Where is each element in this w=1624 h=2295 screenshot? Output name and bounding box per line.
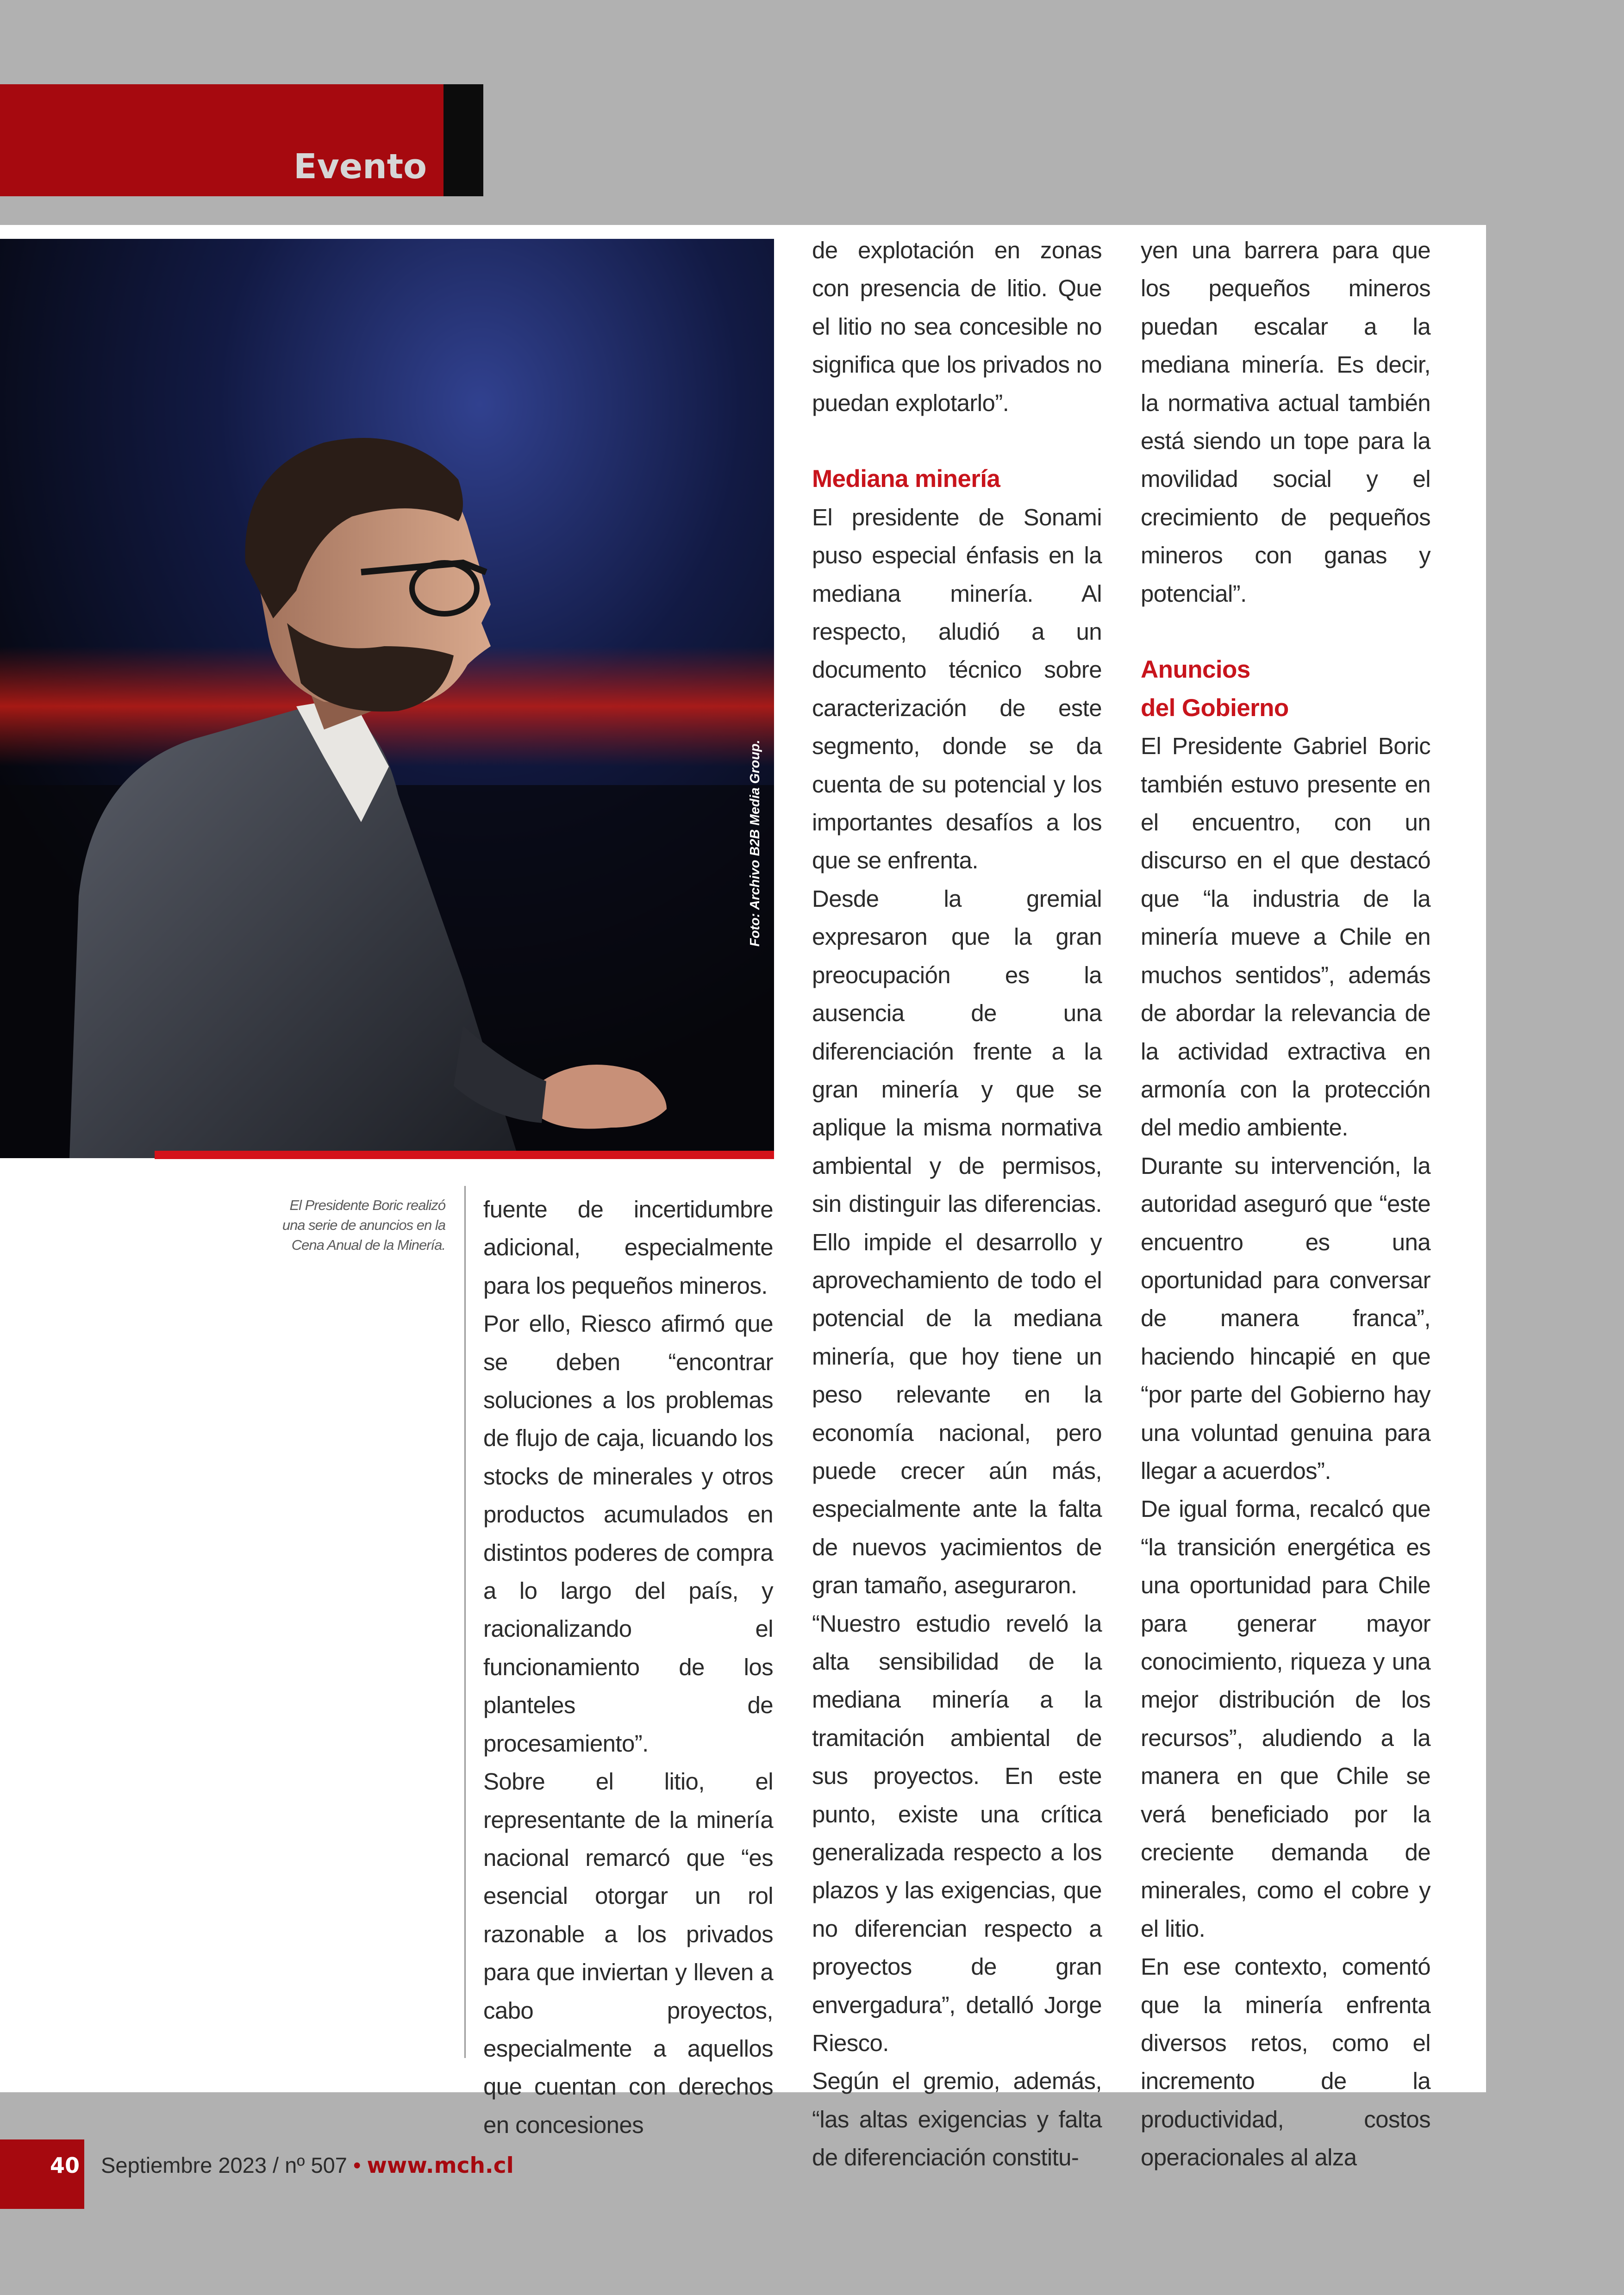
paragraph: Durante su intervención, la autoridad aseguró que “este encuentro es una oportunidad para conversar de manera franca”, haciendo hincapié en que “por parte del Gobierno hay una voluntad genuina para llegar a acuerdos”. (1141, 1152, 1430, 1484)
subheading: Anuncios (1141, 656, 1250, 684)
caption-line: una serie de anuncios en la (282, 1217, 445, 1233)
section-tab-accent (443, 84, 483, 196)
caption-line: Cena Anual de la Minería. (291, 1237, 445, 1253)
subheading: Mediana minería (812, 465, 1000, 493)
paragraph: yen una barrera para que los pequeños mineros puedan escalar a la mediana minería. Es decir, la normativa actual también está siendo un tope para la movilidad social y el crecimiento de pequeños mineros con ganas y potencial”. (1141, 237, 1430, 607)
section-label: Evento (294, 147, 427, 187)
website-link[interactable]: www.mch.cl (367, 2153, 514, 2178)
paragraph: fuente de incertidumbre adicional, especialmente para los pequeños mineros. (483, 1196, 773, 1299)
caption-line: El Presidente Boric realizó (289, 1197, 445, 1213)
paragraph: En ese contexto, comentó que la minería enfrenta diversos retos, como el incremento de la productividad, costos operacionales al alza (1141, 1953, 1430, 2171)
paragraph: De igual forma, recalcó que “la transición energética es una oportunidad para Chile para generar mayor conocimiento, riqueza y una mejor distribución de los recursos”, aludiendo a la manera en que Chile se verá beneficiado por la creciente demanda de minerales, como el cobre y el litio. (1141, 1496, 1430, 1942)
paragraph-gap (812, 422, 1102, 460)
paragraph: Por ello, Riesco afirmó que se deben “encontrar soluciones a los problemas de flujo de caja, licuando los stocks de minerales y otros productos acumulados en distintos poderes de compra a lo largo del país, y racionalizando el funcionamiento de los planteles de procesamiento”. (483, 1310, 773, 1757)
paragraph: Sobre el litio, el representante de la minería nacional remarcó que “es esencial otorgar un rol razonable a los privados para que inviertan y lleven a cabo proyectos, especialmente a aquellos que cuentan con derechos en concesiones (483, 1768, 773, 2138)
photo-credit: Foto: Archivo B2B Media Group. (748, 740, 762, 947)
paragraph: “Nuestro estudio reveló la alta sensibilidad de la mediana minería a la tramitación ambiental de sus proyectos. En este punto, existe una crítica generalizada respecto a los plazos y las exigencias, que no diferencian respecto a proyectos de gran envergadura”, detalló Jorge Riesco. (812, 1610, 1102, 2057)
paragraph: El Presidente Gabriel Boric también estuvo presente en el encuentro, con un discurso en el que destacó que “la industria de la minería mueve a Chile en muchos sentidos”, además de abordar la relevancia de la actividad extractiva en armonía con la protección del medio ambiente. (1141, 733, 1430, 1141)
subheading: del Gobierno (1141, 694, 1289, 722)
article-column-2 (812, 231, 1102, 2177)
article-column-3 (1141, 231, 1430, 2177)
caption-divider (464, 1186, 466, 2058)
paragraph: Desde la gremial expresaron que la gran preocupación es la ausencia de una diferenciación frente a la gran minería y que se aplique la misma normativa ambiental y de permisos, sin distinguir las diferencias. Ello impide el desarrollo y aprovechamiento de todo el potencial de la mediana minería, que hoy tiene un peso relevante en la economía nacional, pero puede crecer aún más, especialmente ante la falta de nuevos yacimientos de gran tamaño, aseguraron. (812, 885, 1102, 1599)
paragraph-gap (1141, 613, 1430, 651)
page-number: 40 (50, 2153, 80, 2178)
folio-separator: • (353, 2153, 361, 2177)
paragraph: El presidente de Sonami puso especial énfasis en la mediana minería. Al respecto, aludió a un documento técnico sobre caracterización de este segmento, donde se da cuenta de su potencial y los importantes desafíos a los que se enfrenta. (812, 504, 1102, 874)
article-photo (0, 239, 774, 1158)
paragraph: de explotación en zonas con presencia de litio. Que el litio no sea concesible no significa que los privados no puedan explotarlo”. (812, 237, 1102, 416)
photo-caption (259, 1195, 445, 1255)
photo-accent-line (155, 1151, 774, 1159)
paragraph: Según el gremio, además, “las altas exigencias y falta de diferenciación constitu- (812, 2068, 1102, 2171)
issue-info: Septiembre 2023 / nº 507 (101, 2153, 347, 2177)
folio-line (101, 2151, 514, 2181)
article-column-1 (483, 1191, 773, 2144)
